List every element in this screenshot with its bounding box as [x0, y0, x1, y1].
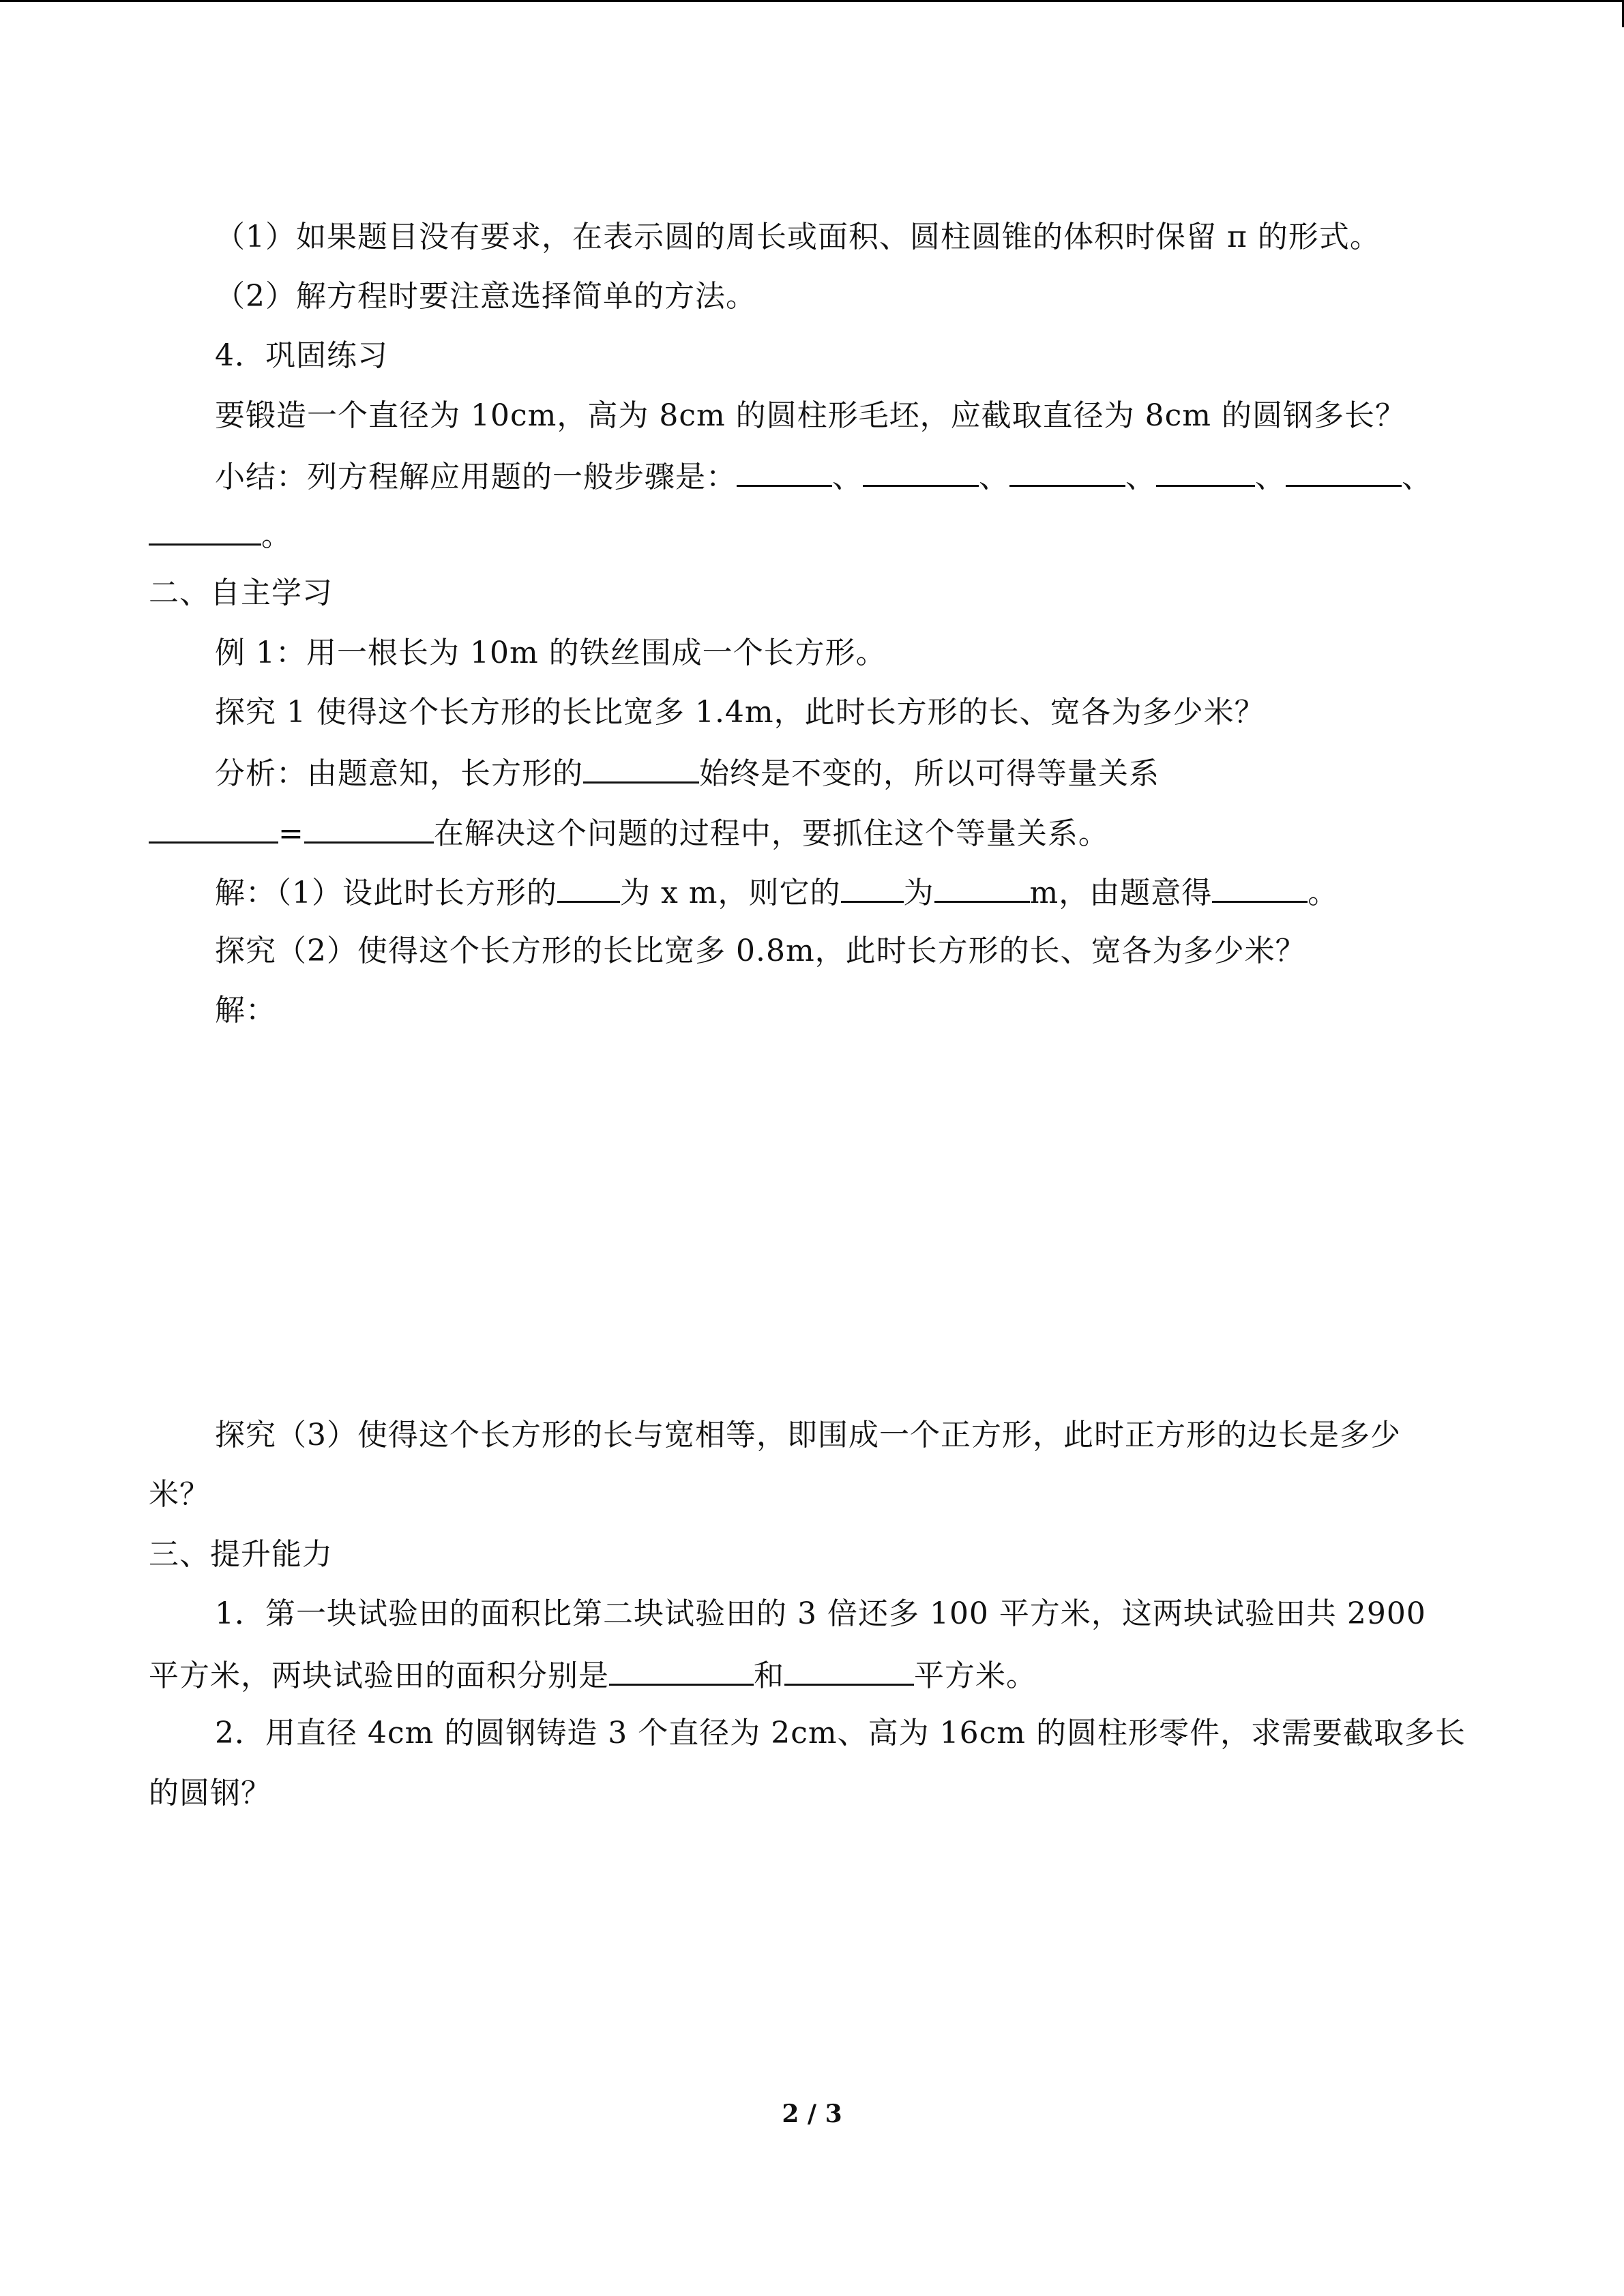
analysis-label: 分析：由题意知，长方形的: [215, 756, 583, 791]
equation-line: [149, 811, 1109, 854]
blank-area-2: [784, 1654, 914, 1686]
problem-1-cont: [149, 1654, 1037, 1697]
solution-text-2: 为: [903, 876, 934, 910]
blank-var: [557, 871, 620, 903]
period: 。: [1308, 876, 1339, 910]
solution-2-label: 解：: [215, 993, 276, 1028]
blank-invariant: [583, 751, 699, 784]
solution-text-1: 为 x m，则它的: [620, 876, 841, 910]
explore-2: 探究（2）使得这个长方形的长比宽多 0.8m，此时长方形的长、宽各为多少米？: [215, 934, 1306, 968]
practice-question: 要锻造一个直径为 10cm，高为 8cm 的圆柱形毛坯，应截取直径为 8cm 的圆钢多长？: [215, 398, 1406, 433]
blank-step-2: [863, 455, 979, 487]
problem-1-text: 平方米，两块试验田的面积分别是: [149, 1658, 609, 1693]
separator: 、: [1255, 460, 1286, 494]
blank-area-1: [609, 1654, 754, 1686]
equation-text: 在解决这个问题的过程中，要抓住这个等量关系。: [433, 816, 1109, 851]
section-4-heading: 4．巩固练习: [215, 338, 388, 373]
unit-text: 平方米。: [914, 1658, 1037, 1693]
separator: 、: [979, 460, 1009, 494]
analysis-line: [215, 751, 1160, 794]
blank-step-5: [1286, 455, 1402, 487]
summary-line-cont: [149, 513, 292, 556]
blank-step-1: [737, 455, 832, 487]
problem-1: 1．第一块试验田的面积比第二块试验田的 3 倍还多 100 平方米，这两块试验田共 2900: [215, 1596, 1426, 1631]
solution-1-line: [215, 871, 1338, 914]
explore-3: 探究（3）使得这个长方形的长与宽相等，即围成一个正方形，此时正方形的边长是多少: [215, 1418, 1401, 1452]
blank-step-3: [1009, 455, 1125, 487]
analysis-text: 始终是不变的，所以可得等量关系: [699, 756, 1160, 791]
period: 。: [261, 518, 292, 553]
section-heading-3: 三、提升能力: [149, 1537, 333, 1572]
separator: 、: [832, 460, 863, 494]
blank-step-4: [1156, 455, 1255, 487]
blank-eq-right: [304, 811, 434, 844]
summary-line: [215, 455, 1432, 498]
blank-expr: [934, 871, 1030, 903]
explore-1: 探究 1 使得这个长方形的长比宽多 1.4m，此时长方形的长、宽各为多少米？: [215, 695, 1265, 730]
problem-2: 2．用直径 4cm 的圆钢铸造 3 个直径为 2cm、高为 16cm 的圆柱形零件，求需要截取多长: [215, 1716, 1466, 1750]
separator: 、: [1402, 460, 1432, 494]
note-1: （1）如果题目没有要求，在表示圆的周长或面积、圆柱圆锥的体积时保留 π 的形式。: [215, 220, 1381, 254]
summary-label: 小结：列方程解应用题的一般步骤是：: [215, 460, 737, 494]
blank-other: [841, 871, 904, 903]
blank-eq-left: [149, 811, 278, 844]
solution-label: 解：（1）设此时长方形的: [215, 876, 557, 910]
section-heading-2: 二、自主学习: [149, 576, 333, 610]
example-1: 例 1：用一根长为 10m 的铁丝围成一个长方形。: [215, 636, 887, 670]
solution-text-3: m，由题意得: [1029, 876, 1213, 910]
page-number: 2 / 3: [782, 2100, 842, 2128]
separator: 、: [1125, 460, 1156, 494]
equals-sign: =: [278, 816, 304, 851]
blank-equation: [1212, 871, 1308, 903]
note-2: （2）解方程时要注意选择简单的方法。: [215, 279, 756, 314]
conjunction: 和: [754, 1658, 784, 1693]
explore-3-cont: 米？: [149, 1477, 210, 1512]
problem-2-cont: 的圆钢？: [149, 1776, 271, 1810]
blank-step-6: [149, 513, 261, 546]
